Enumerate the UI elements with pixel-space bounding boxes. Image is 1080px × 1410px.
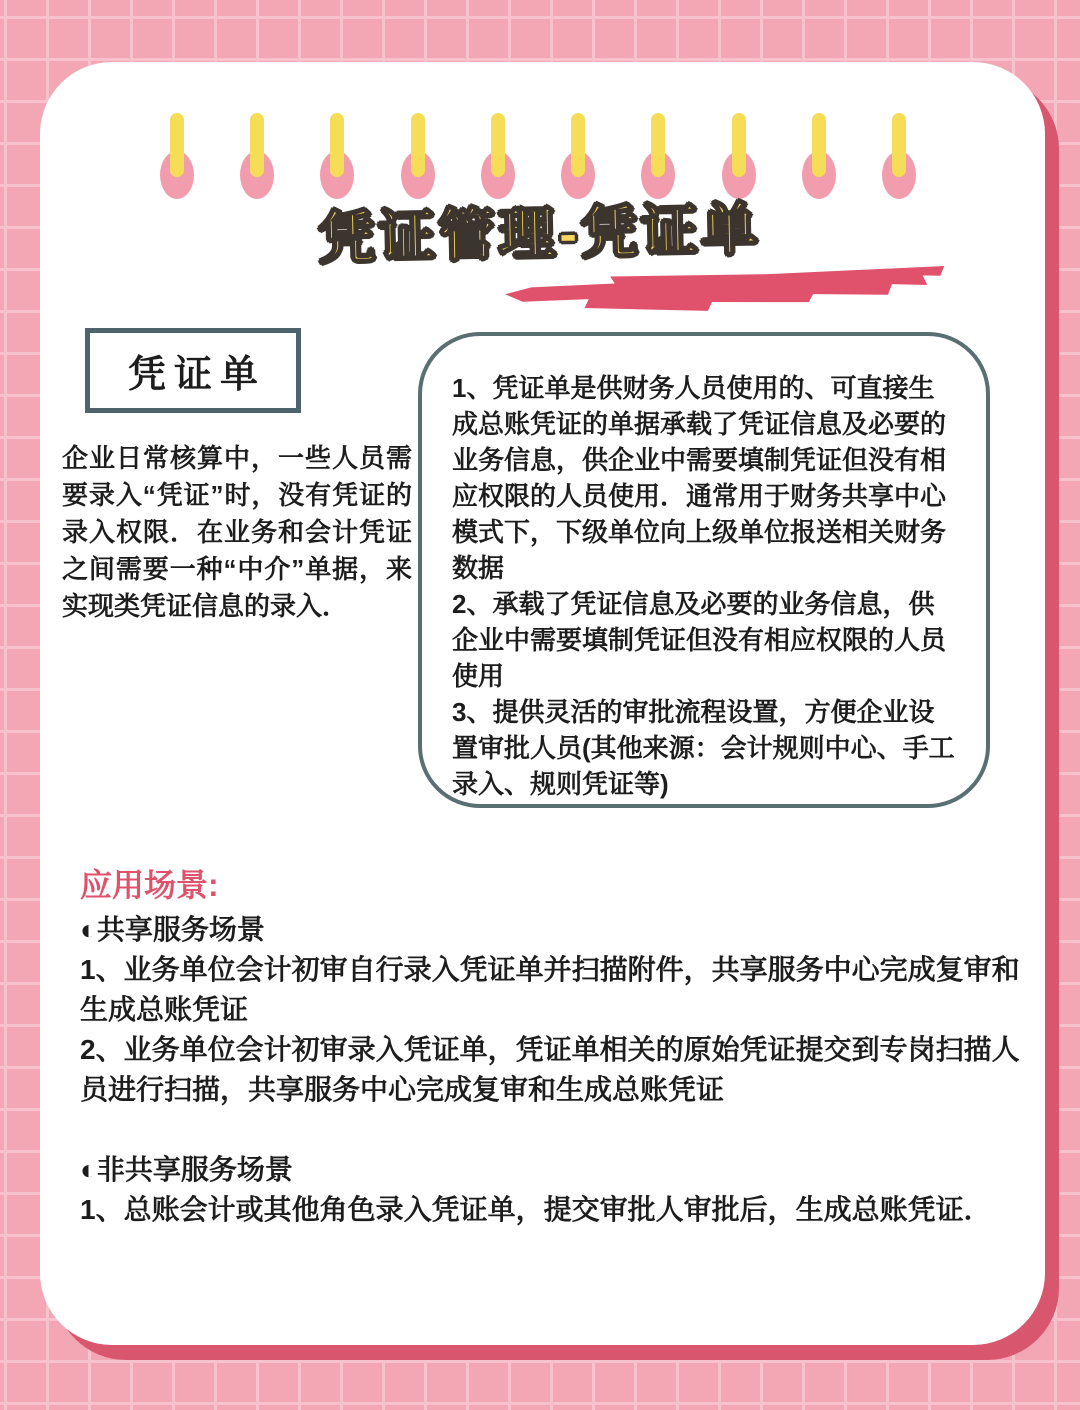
pin-icon xyxy=(561,113,595,199)
info-box xyxy=(418,332,990,808)
scenario-item: 2、业务单位会计初审录入凭证单，凭证单相关的原始凭证提交到专岗扫描人员进行扫描，共享服务中心完成复审和生成总账凭证 xyxy=(80,1034,1020,1105)
half-circle-bullet-icon: ◐ xyxy=(80,914,97,945)
pin-icon xyxy=(401,113,435,199)
info-item: 2、承载了凭证信息及必要的业务信息，供企业中需要填制凭证但没有相应权限的人员使用 xyxy=(452,589,947,691)
pin-icon xyxy=(240,113,274,199)
scenario-item: 1、总账会计或其他角色录入凭证单，提交审批人审批后，生成总账凭证． xyxy=(80,1194,992,1225)
pin-icon xyxy=(481,113,515,199)
pin-icon xyxy=(160,113,194,199)
scenario-group-title-label: 共享服务场景 xyxy=(96,914,265,945)
scenario-group-title xyxy=(80,910,1020,950)
pin-icon xyxy=(320,113,354,199)
pin-icon xyxy=(641,113,675,199)
definition-box xyxy=(85,328,301,413)
definition-label: 凭证单 xyxy=(127,354,266,396)
scenario-item: 1、业务单位会计初审自行录入凭证单并扫描附件，共享服务中心完成复审和生成总账凭证 xyxy=(80,954,1020,1025)
scenarios-section xyxy=(80,860,1020,1230)
scenarios-heading: 应用场景: xyxy=(80,867,219,903)
scenario-group-title xyxy=(80,1150,1020,1190)
scenario-group-title-label: 非共享服务场景 xyxy=(96,1154,293,1185)
info-item: 1、凭证单是供财务人员使用的、可直接生成总账凭证的单据承载了凭证信息及必要的业务信息，供企业中需要填制凭证但没有相应权限的人员使用．通常用于财务共享中心模式下，下级单位向上级单位报送相关财务数据 xyxy=(452,373,947,583)
info-item: 3、提供灵活的审批流程设置，方便企业设置审批人员(其他来源：会计规则中心、手工录入、规则凭证等) xyxy=(452,697,955,799)
page-title: 凭证管理-凭证单 xyxy=(318,197,763,270)
scenario-group-nonshared xyxy=(80,1150,1020,1230)
intro-text: 企业日常核算中，一些人员需要录入“凭证”时，没有凭证的录入权限．在业务和会计凭证之间需要一种“中介”单据，来实现类凭证信息的录入． xyxy=(62,443,412,621)
half-circle-bullet-icon: ◐ xyxy=(80,1154,97,1185)
scenario-group-shared xyxy=(80,910,1020,1110)
